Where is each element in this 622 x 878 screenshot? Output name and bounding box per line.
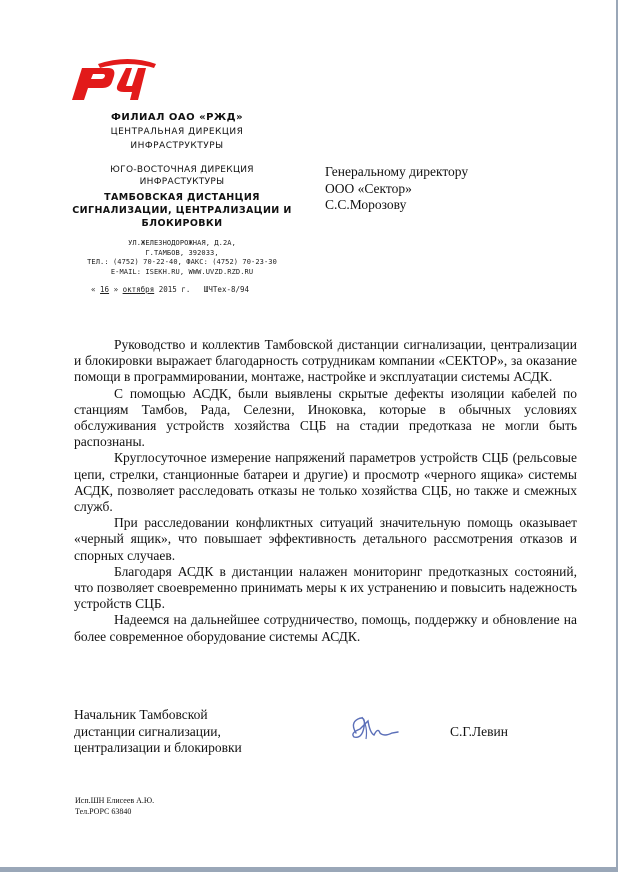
distance-line: СИГНАЛИЗАЦИИ, ЦЕНТРАЛИЗАЦИИ И [72, 205, 292, 216]
executor-line: Тел.РОРС 63840 [75, 807, 132, 816]
southeast-line: ЮГО-ВОСТОЧНАЯ ДИРЕКЦИЯ [110, 165, 254, 175]
body-paragraph: Благодаря АСДК в дистанции налажен мониторинг предотказных состояний, что позволяет своевременно принимать меры к их устранению и повысить надежность устройств СЦБ. [74, 563, 577, 612]
central-directorate [92, 125, 262, 153]
signatory-title-line: централизации и блокировки [74, 740, 242, 755]
southeast-line: ИНФРАСТУКТУРЫ [139, 177, 225, 187]
address-line: E-MAIL: ISEKH.RU, WWW.UVZD.RZD.RU [110, 267, 254, 276]
reference-number: ШЧТех-8/94 [203, 285, 250, 294]
sender-address [82, 239, 282, 277]
distance-line: ТАМБОВСКАЯ ДИСТАНЦИЯ [104, 192, 260, 203]
signatory-title [74, 707, 242, 757]
addressee-line: ООО «Сектор» [325, 180, 412, 196]
date-quote-close: » [113, 285, 119, 294]
central-line: ИНФРАСТРУКТУРЫ [130, 141, 224, 151]
executor-line: Исп.ШН Елисеев А.Ю. [75, 796, 155, 805]
distance-line: БЛОКИРОВКИ [141, 218, 223, 229]
signatory-title-line: Начальник Тамбовской [74, 707, 208, 722]
date-suffix: г. [181, 285, 191, 294]
branch-name: ФИЛИАЛ ОАО «РЖД» [110, 112, 244, 123]
date-year: 2015 [158, 285, 177, 294]
date-day: 16 [100, 285, 110, 294]
handwritten-signature [348, 713, 400, 745]
rzd-logo [68, 58, 160, 102]
addressee-block [325, 164, 468, 214]
signatory-title-line: дистанции сигнализации, [74, 723, 221, 739]
body-paragraph: Надеемся на дальнейшее сотрудничество, помощь, поддержку и обновление на более современное оборудование системы АСДК. [74, 612, 577, 644]
body-paragraph: При расследовании конфликтных ситуаций значительную помощь оказывает «черный ящик», что повышает эффективность детального рассмотрения отказов и спорных случаев. [74, 515, 577, 563]
southeast-directorate [74, 164, 290, 188]
distance-name [70, 191, 294, 230]
date-reference-line [91, 285, 291, 294]
letter-body [74, 337, 577, 645]
address-line: ТЕЛ.: (4752) 70-22-40, ФАКС: (4752) 70-23-30 [87, 258, 277, 266]
address-line: Г.ТАМБОВ, 392033, [145, 248, 219, 257]
addressee-line: Генеральному директору [325, 164, 469, 179]
body-paragraph: Круглосуточное измерение напряжений параметров устройств СЦБ (рельсовые цепи, стрелки, станционные батареи и другие) и просмотр «черного ящика» системы АСДК, позволяет расследовать отказы не только хозяйства СЦБ, но также и смежных служб. [74, 450, 577, 515]
central-line: ЦЕНТРАЛЬНАЯ ДИРЕКЦИЯ [110, 127, 244, 137]
date-quote-open: « [91, 285, 96, 294]
address-line: УЛ.ЖЕЛЕЗНОДОРОЖНАЯ, Д.2А, [128, 239, 236, 247]
addressee-line: С.С.Морозову [325, 197, 407, 212]
executor-info [75, 795, 154, 817]
signatory-name: С.Г.Левин [450, 724, 508, 739]
body-paragraph: Руководство и коллектив Тамбовской дистанции сигнализации, централизации и блокировки выражает благодарность сотрудникам компании «СЕКТОР», за оказание помощи в программировании, монтаже, настройке и эксплуатации системы АСДК. [74, 337, 577, 385]
body-paragraph: С помощью АСДК, были выявлены скрытые дефекты изоляции кабелей по станциям Тамбов, Рада, Селезни, Иноковка, которые в обычных условиях обслуживания устройств хозяйства СЦБ на стадии предотказа не могли быть распознаны. [74, 385, 577, 450]
date-month: октября [122, 285, 155, 294]
